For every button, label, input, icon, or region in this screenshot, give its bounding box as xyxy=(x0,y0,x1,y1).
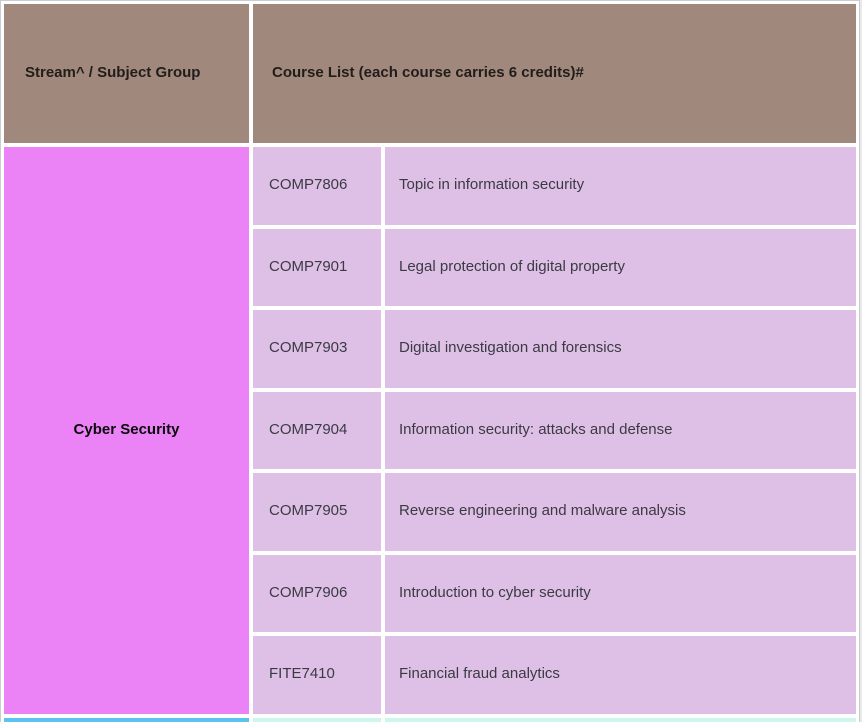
header-course-list: Course List (each course carries 6 credits)# xyxy=(253,4,856,143)
course-title: Reverse engineering and malware analysis xyxy=(385,473,856,551)
course-list-table xyxy=(4,4,856,722)
course-code: COMP7906 xyxy=(253,555,381,633)
course-code: FITE7410 xyxy=(253,636,381,714)
course-code: COMP7901 xyxy=(253,229,381,307)
course-code: COMP7806 xyxy=(253,147,381,225)
course-title: Topic in information security xyxy=(385,147,856,225)
course-title: Introduction to cyber security xyxy=(385,555,856,633)
course-code: COMP7904 xyxy=(253,392,381,470)
course-code: COMP7905 xyxy=(253,473,381,551)
next-course-title-peek xyxy=(385,718,856,722)
course-title: Information security: attacks and defense xyxy=(385,392,856,470)
next-course-code-peek xyxy=(253,718,381,722)
course-title: Financial fraud analytics xyxy=(385,636,856,714)
stream-cell-cyber-security: Cyber Security xyxy=(4,147,249,714)
next-stream-cell-peek xyxy=(4,718,249,722)
header-stream-subject-group: Stream^ / Subject Group xyxy=(4,4,249,143)
course-code: COMP7903 xyxy=(253,310,381,388)
course-title: Legal protection of digital property xyxy=(385,229,856,307)
course-title: Digital investigation and forensics xyxy=(385,310,856,388)
